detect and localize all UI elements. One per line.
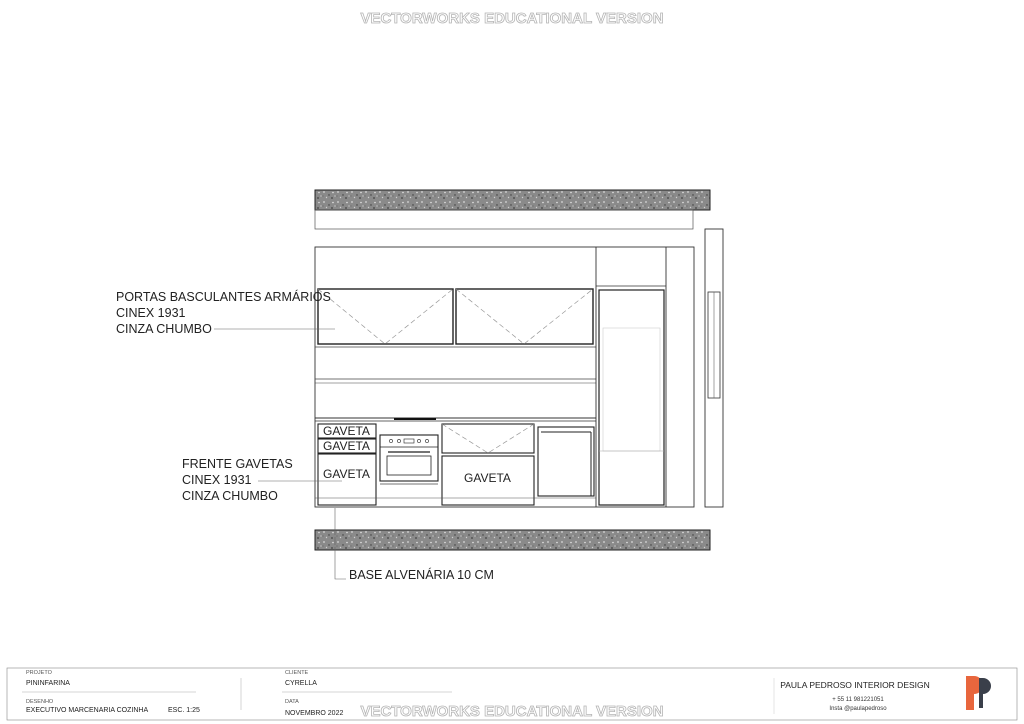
upper-door-left	[318, 289, 453, 344]
firm-instagram: Insta @paulapedroso	[829, 706, 887, 712]
annotation-drawer-line-3: CINZA CHUMBO	[182, 489, 278, 503]
annotation-drawer-line-2: CINEX 1931	[182, 473, 252, 487]
annotation-upper-line-2: CINEX 1931	[116, 306, 186, 320]
annotation-upper-line-1: PORTAS BASCULANTES ARMÁRIOS	[116, 290, 331, 304]
fridge-door	[599, 290, 664, 505]
ceiling-slab	[315, 190, 710, 210]
annotation-upper-line-3: CINZA CHUMBO	[116, 322, 212, 336]
firm-logo	[966, 676, 991, 710]
drawer-label-small-2: GAVETA	[323, 439, 370, 453]
oven-knobs	[389, 439, 428, 443]
oven-window	[387, 456, 431, 475]
annotation-base: BASE ALVENÁRIA 10 CM	[349, 568, 494, 582]
client-label: CLIENTE	[285, 670, 309, 676]
date-value: NOVEMBRO 2022	[285, 710, 344, 717]
drawing-label: DESENHO	[26, 699, 54, 705]
drawer-label-large-left: GAVETA	[323, 467, 370, 481]
project-label: PROJETO	[26, 670, 52, 676]
drawer-label-small-1: GAVETA	[323, 424, 370, 438]
upper-door-right	[456, 289, 593, 344]
watermark-bottom: VECTORWORKS EDUCATIONAL VERSION	[360, 703, 664, 720]
client-value: CYRELLA	[285, 680, 317, 687]
floor-slab	[315, 530, 710, 550]
scale-value: ESC. 1:25	[168, 707, 200, 714]
dishwasher	[538, 427, 594, 496]
lower-door-center	[442, 424, 534, 453]
drawing-value: EXECUTIVO MARCENARIA COZINHA	[26, 707, 149, 714]
oven	[380, 435, 438, 481]
ceiling-lining	[315, 210, 693, 229]
watermark-top: VECTORWORKS EDUCATIONAL VERSION	[360, 10, 664, 27]
drawer-label-large-center: GAVETA	[464, 471, 511, 485]
date-label: DATA	[285, 699, 299, 705]
annotation-drawer-line-1: FRENTE GAVETAS	[182, 457, 293, 471]
firm-phone: + 55 11 981221051	[832, 697, 884, 703]
project-value: PININFARINA	[26, 680, 70, 687]
fridge-inner	[603, 328, 660, 451]
firm-name: PAULA PEDROSO INTERIOR DESIGN	[780, 680, 930, 690]
